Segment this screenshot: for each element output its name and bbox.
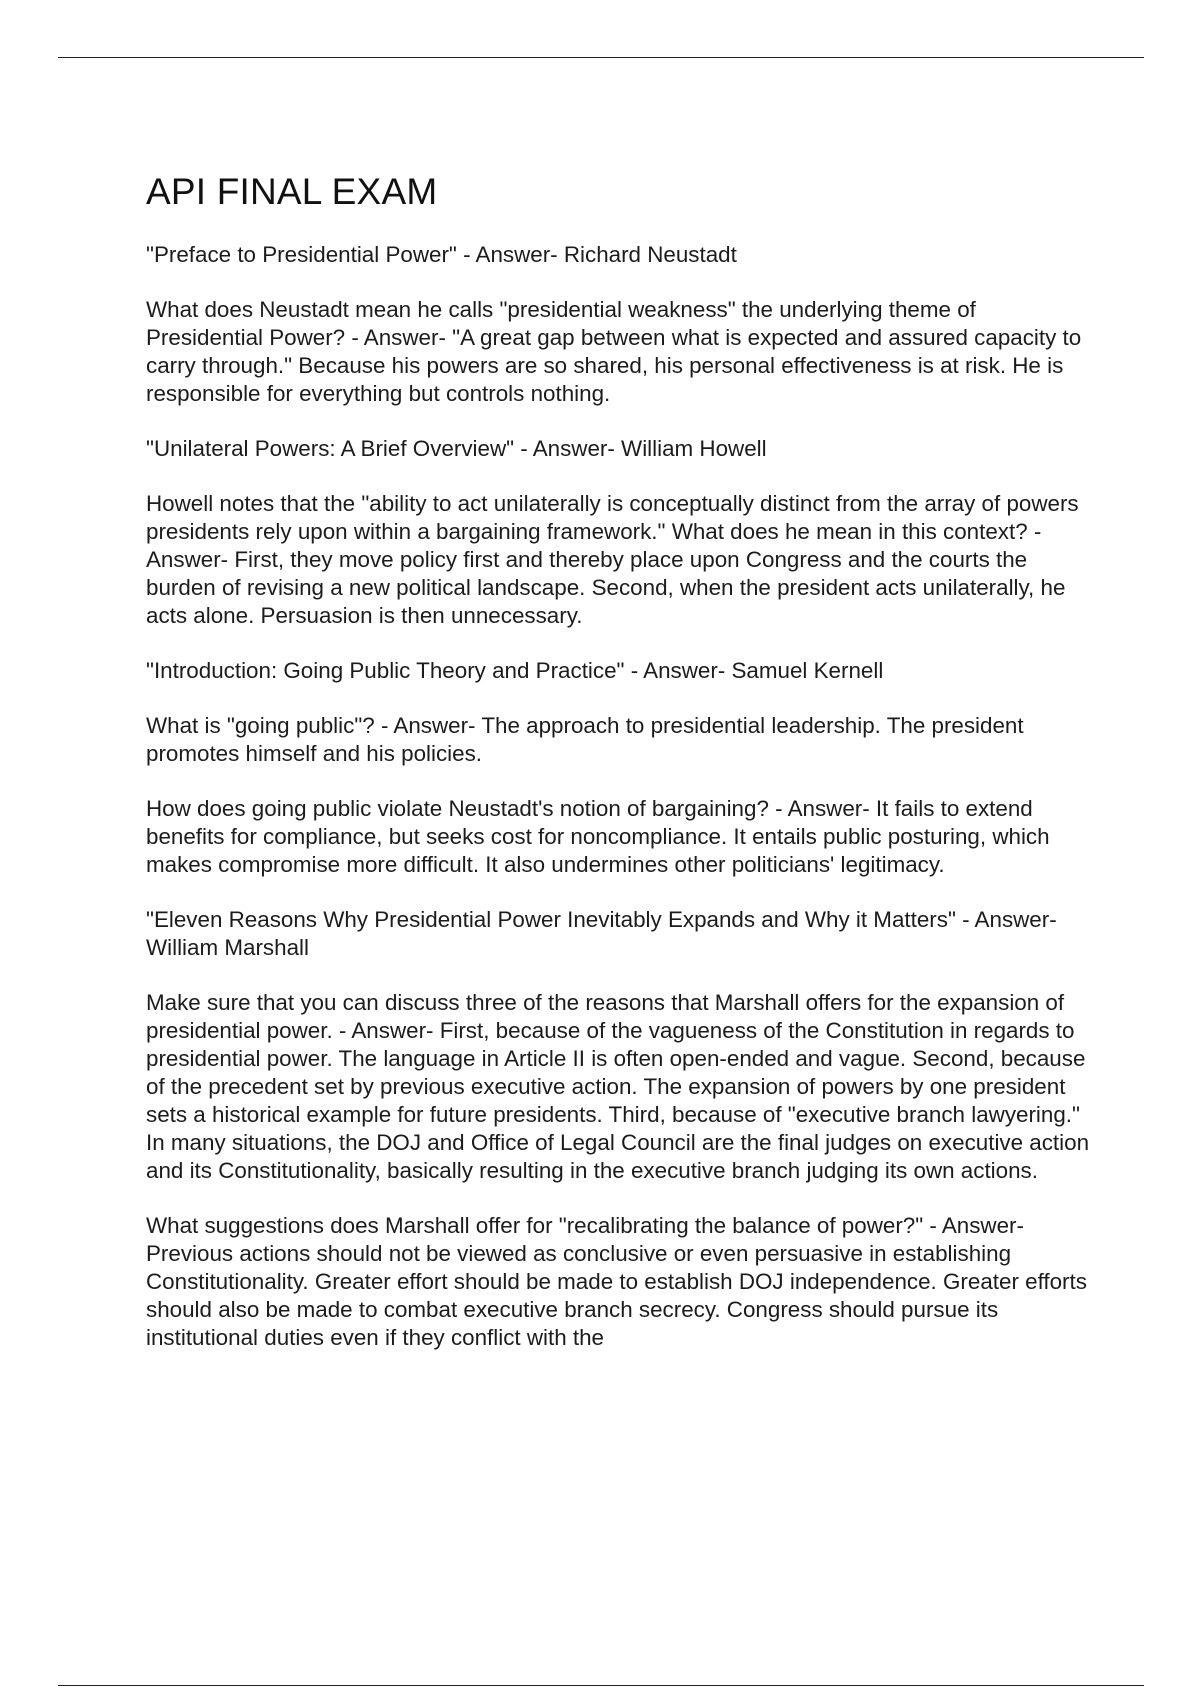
qa-entry-what-is-going-public: What is "going public"? - Answer- The approach to presidential leadership. The president promotes himself and his policies.	[146, 713, 1024, 766]
top-divider	[58, 57, 1144, 58]
bottom-divider	[58, 1685, 1144, 1686]
qa-entry-eleven-reasons-marshall: "Eleven Reasons Why Presidential Power Inevitably Expands and Why it Matters" - Answer- William Marshall	[146, 907, 1057, 960]
qa-entry-unilateral-powers-howell: "Unilateral Powers: A Brief Overview" - Answer- William Howell	[146, 436, 767, 461]
qa-entry-preface-neustadt: "Preface to Presidential Power" - Answer- Richard Neustadt	[146, 242, 737, 267]
document-title: API FINAL EXAM	[146, 171, 438, 212]
qa-entry-going-public-kernell: "Introduction: Going Public Theory and Practice" - Answer- Samuel Kernell	[146, 658, 884, 683]
qa-entry-bargaining-violation: How does going public violate Neustadt's notion of bargaining? - Answer- It fails to extend benefits for compliance, but seeks cost for noncompliance. It entails public posturing, which makes compromise more difficult. It also undermines other politicians' legitimacy.	[146, 796, 1050, 877]
qa-entry-act-unilaterally: Howell notes that the "ability to act unilaterally is conceptually distinct from the array of powers presidents rely upon within a bargaining framework." What does he mean in this context? - Answer- First, they move policy first and thereby place upon Congress and the courts the burden of revising a new political landscape. Second, when the president acts unilaterally, he acts alone. Persuasion is then unnecessary.	[146, 491, 1079, 628]
qa-entry-three-reasons: Make sure that you can discuss three of the reasons that Marshall offers for the expansion of presidential power. - Answer- First, because of the vagueness of the Constitution in regards to presidential power. The language in Article II is often open-ended and vague. Second, because of the precedent set by previous executive action. The expansion of powers by one president sets a historical example for future presidents. Third, because of "executive branch lawyering." In many situations, the DOJ and Office of Legal Council are the final judges on executive action and its Constitutionality, basically resulting in the executive branch judging its own actions.	[146, 990, 1090, 1183]
qa-entry-recalibrating-balance: What suggestions does Marshall offer for "recalibrating the balance of power?" - Answer- Previous actions should not be viewed as conclusive or even persuasive in establishing Constitutionality. Greater effort should be made to establish DOJ independence. Greater efforts should also be made to combat executive branch secrecy. Congress should pursue its institutional duties even if they conflict with the	[146, 1213, 1087, 1350]
document-body	[146, 170, 1096, 1379]
qa-entry-presidential-weakness: What does Neustadt mean he calls "presidential weakness" the underlying theme of Presidential Power? - Answer- "A great gap between what is expected and assured capacity to carry through." Because his powers are so shared, his personal effectiveness is at risk. He is responsible for everything but controls nothing.	[146, 297, 1082, 406]
